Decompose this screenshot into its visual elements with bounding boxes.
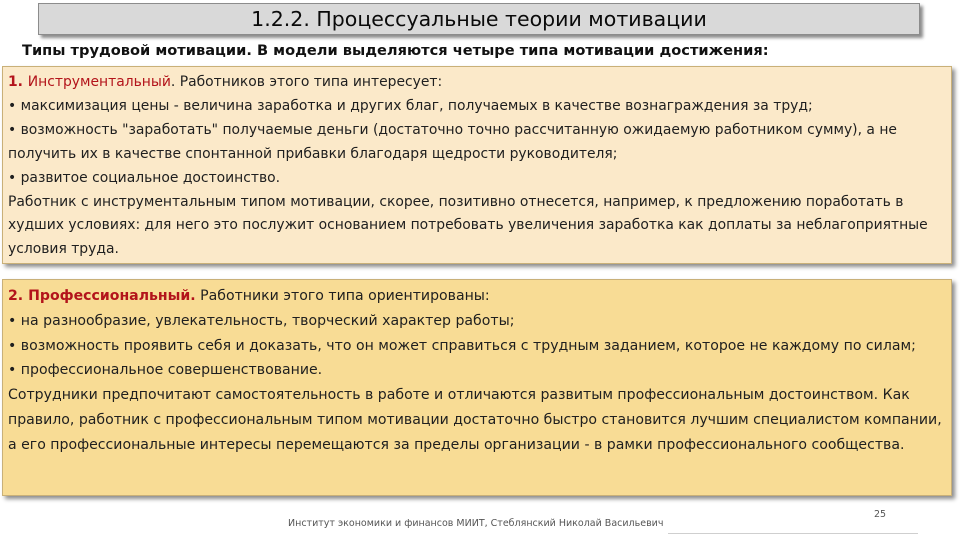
slide-title: 1.2.2. Процессуальные теории мотивации: [251, 7, 707, 31]
slide-subtitle: Типы трудовой мотивации. В модели выделяются четыре типа мотивации достижения:: [22, 42, 769, 59]
panel-2-heading: 2. Профессиональный.: [8, 288, 196, 304]
panel-1-heading: Инструментальный: [27, 74, 171, 90]
panel-1-heading-suffix: . Работников этого типа интересует:: [170, 74, 443, 90]
panel-2-heading-line: [8, 284, 945, 309]
panel-1-line: • развитое социальное достоинство.: [8, 169, 281, 186]
slide-title-bar: [38, 3, 920, 35]
panel-2-line: • профессиональное совершенствование.: [8, 362, 323, 379]
panel-professional: [2, 279, 952, 496]
footer-author: Институт экономики и финансов МИИТ, Стеблянский Николай Васильевич: [288, 518, 664, 529]
panel-1-number: 1.: [8, 74, 28, 90]
panel-2-line: Сотрудники предпочитают самостоятельность в работе и отличаются развитым профессиональным достоинством. Как правило, работник с профессиональным типом мотивации достаточно быстро становится лучшим специалистом компании, а его профессиональные интересы перемещаются за пределы организации - в рамки профессионального сообщества.: [8, 387, 942, 453]
panel-2-line: • возможность проявить себя и доказать, что он может справиться с трудным заданием, которое не каждому по силам;: [8, 337, 916, 354]
footer-divider: [668, 533, 918, 534]
panel-2-heading-suffix: Работники этого типа ориентированы:: [195, 288, 490, 304]
panel-2-line: • на разнообразие, увлекательность, творческий характер работы;: [8, 312, 515, 329]
panel-1-line: • максимизация цены - величина заработка и других благ, получаемых в качестве вознаграждения за труд;: [8, 97, 813, 114]
panel-1-heading-line: [8, 71, 945, 95]
panel-1-line: Работник с инструментальным типом мотивации, скорее, позитивно отнесется, например, к предложению поработать в худших условиях: для него это послужит основанием потребовать увеличения заработка как доплаты за неблагоприятные условия труда.: [8, 193, 928, 258]
panel-1-line: • возможность "заработать" получаемые деньги (достаточно точно рассчитанную ожидаемую работником сумму), а не получить их в качестве спонтанной прибавки благодаря щедрости руководителя;: [8, 121, 897, 162]
panel-instrumental: [2, 66, 952, 264]
page-number: 25: [874, 509, 887, 520]
